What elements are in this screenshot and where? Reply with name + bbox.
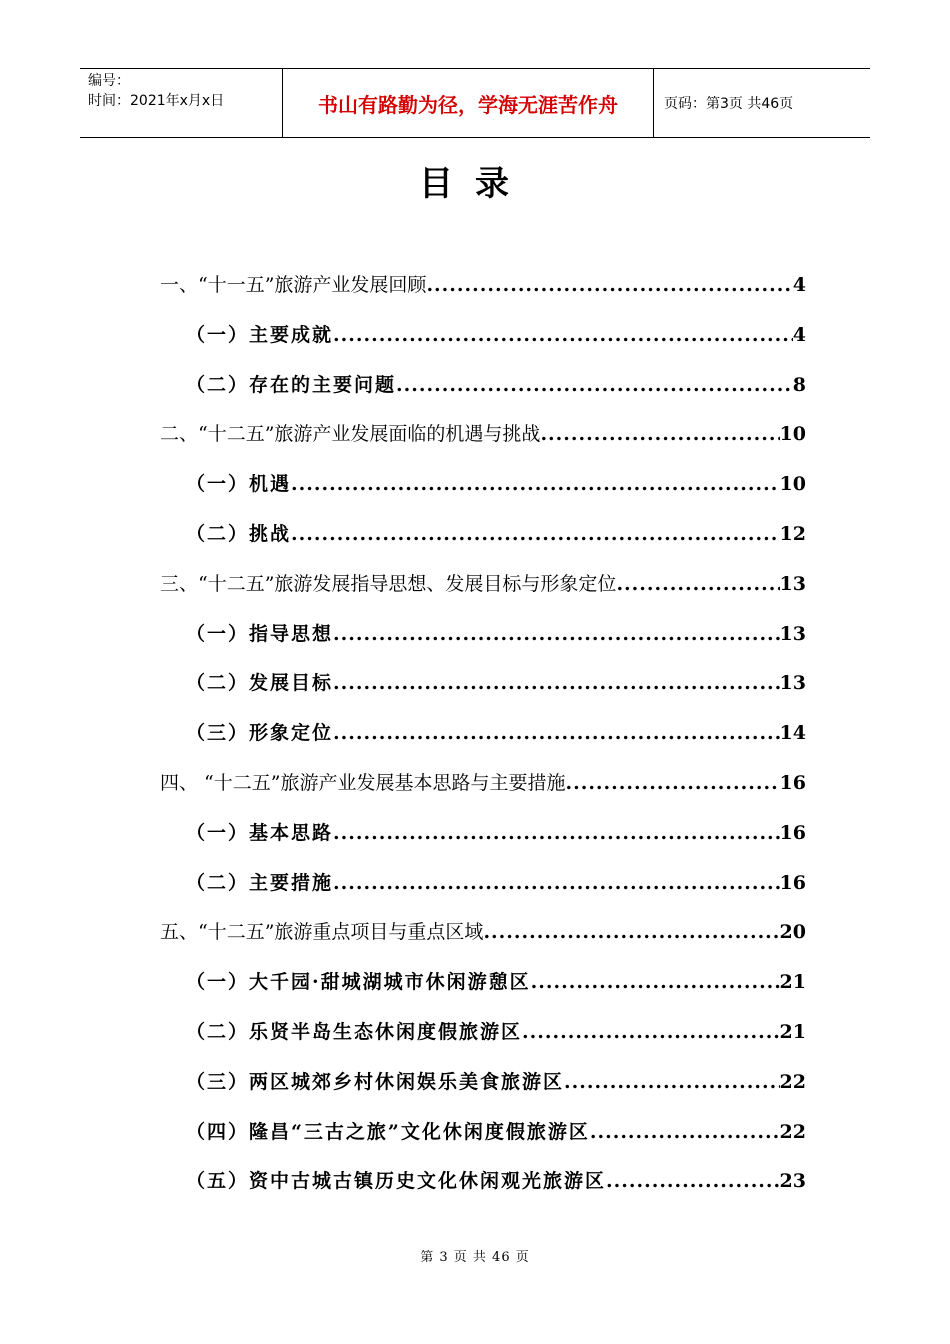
toc-leader-dots (333, 614, 780, 654)
header-page-info: 页码：第3页 共46页 (664, 96, 794, 112)
toc-entry-page: 10 (779, 423, 806, 446)
toc-entry[interactable] (160, 1112, 806, 1162)
toc-entry-label: 五、“十二五”旅游重点项目与重点区域 (160, 921, 484, 944)
toc-entry[interactable] (160, 763, 806, 813)
toc-entry[interactable] (160, 1161, 806, 1211)
number-label: 编号： (88, 73, 130, 89)
toc-entry-label: （一）基本思路 (186, 821, 334, 844)
page-footer: 第 3 页 共 46 页 (420, 1250, 530, 1265)
toc-leader-dots (483, 912, 779, 952)
toc-entry[interactable] (160, 1062, 806, 1112)
toc-entry-page: 16 (779, 771, 806, 794)
toc-entry-label: 三、“十二五”旅游发展指导思想、发展目标与形象定位 (160, 572, 617, 595)
toc-entry-label: 四、 “十二五”旅游产业发展基本思路与主要措施 (160, 771, 566, 794)
toc-entry-page: 21 (779, 1020, 806, 1043)
toc-entry-label: （一）指导思想 (186, 622, 334, 645)
toc-entry[interactable] (160, 315, 806, 365)
toc-entry-label: （三）形象定位 (186, 722, 334, 745)
toc-entry-page: 23 (779, 1170, 806, 1193)
toc-entry-label: （二）发展目标 (186, 672, 334, 695)
toc-entry-page: 13 (779, 572, 806, 595)
toc-leader-dots (333, 663, 780, 703)
toc-entry[interactable] (160, 1012, 806, 1062)
toc-entry-page: 16 (779, 821, 806, 844)
toc-entry-page: 4 (792, 274, 806, 296)
toc-leader-dots (333, 713, 780, 753)
time-label: 时间：2021年x月x日 (88, 93, 225, 109)
page-header (80, 68, 870, 138)
toc-leader-dots (333, 315, 793, 355)
toc-leader-dots (291, 464, 780, 504)
toc-entry-page: 12 (779, 522, 806, 545)
toc-leader-dots (333, 863, 780, 903)
toc-entry-label: （三）两区城郊乡村休闲娱乐美食旅游区 (186, 1070, 565, 1093)
toc-entry-label: （二）存在的主要问题 (186, 373, 397, 396)
toc-entry-label: （二）乐贤半岛生态休闲度假旅游区 (186, 1020, 523, 1043)
toc-entry[interactable] (160, 614, 806, 664)
toc-entry-label: 二、“十二五”旅游产业发展面临的机遇与挑战 (160, 423, 541, 446)
toc-entry[interactable] (160, 863, 806, 913)
toc-entry[interactable] (160, 962, 806, 1012)
toc-entry-label: （二）挑战 (186, 522, 292, 545)
toc-leader-dots (565, 763, 779, 803)
toc-leader-dots (590, 1112, 780, 1152)
toc-entry-label: 一、“十一五”旅游产业发展回顾 (160, 274, 427, 296)
toc-entry[interactable] (160, 713, 806, 763)
header-motto: 书山有路勤为径，学海无涯苦作舟 (282, 69, 654, 137)
toc-entry[interactable] (160, 414, 806, 464)
toc-entry-page: 13 (779, 672, 806, 695)
page-title: 目录 (419, 164, 531, 204)
toc-leader-dots (531, 962, 780, 1002)
toc-entry-label: （一）大千园·甜城湖城市休闲游憩区 (186, 971, 531, 994)
toc-leader-dots (616, 564, 779, 604)
toc-entry-page: 10 (779, 473, 806, 496)
toc-entry[interactable] (160, 912, 806, 962)
toc-entry[interactable] (160, 514, 806, 564)
toc-leader-dots (333, 813, 780, 853)
toc-entry[interactable] (160, 813, 806, 863)
toc-entry-label: （五）资中古城古镇历史文化休闲观光旅游区 (186, 1170, 607, 1193)
toc-leader-dots (426, 265, 792, 305)
toc-entry-page: 22 (779, 1120, 806, 1143)
toc-entry-page: 14 (779, 722, 806, 745)
toc-entry-page: 13 (779, 622, 806, 645)
toc-leader-dots (606, 1161, 780, 1201)
toc-leader-dots (540, 414, 779, 454)
toc-leader-dots (564, 1062, 780, 1102)
header-meta (80, 69, 282, 137)
toc-entry[interactable] (160, 464, 806, 514)
toc-entry-label: （二）主要措施 (186, 871, 334, 894)
toc-entry-page: 20 (779, 921, 806, 944)
toc-leader-dots (291, 514, 780, 554)
toc-entry[interactable] (160, 365, 806, 415)
toc-entry-page: 21 (779, 971, 806, 994)
toc-leader-dots (522, 1012, 780, 1052)
toc-entry[interactable] (160, 265, 806, 315)
toc-entry-label: （一）主要成就 (186, 323, 334, 346)
toc-entry-label: （一）机遇 (186, 473, 292, 496)
toc-leader-dots (396, 365, 793, 405)
toc-entry-page: 8 (792, 373, 806, 396)
table-of-contents (160, 265, 806, 1211)
toc-entry-page: 16 (779, 871, 806, 894)
toc-entry-page: 22 (779, 1070, 806, 1093)
toc-entry[interactable] (160, 564, 806, 614)
toc-entry[interactable] (160, 663, 806, 713)
toc-entry-page: 4 (792, 323, 806, 346)
toc-entry-label: （四）隆昌“三古之旅”文化休闲度假旅游区 (186, 1120, 590, 1143)
